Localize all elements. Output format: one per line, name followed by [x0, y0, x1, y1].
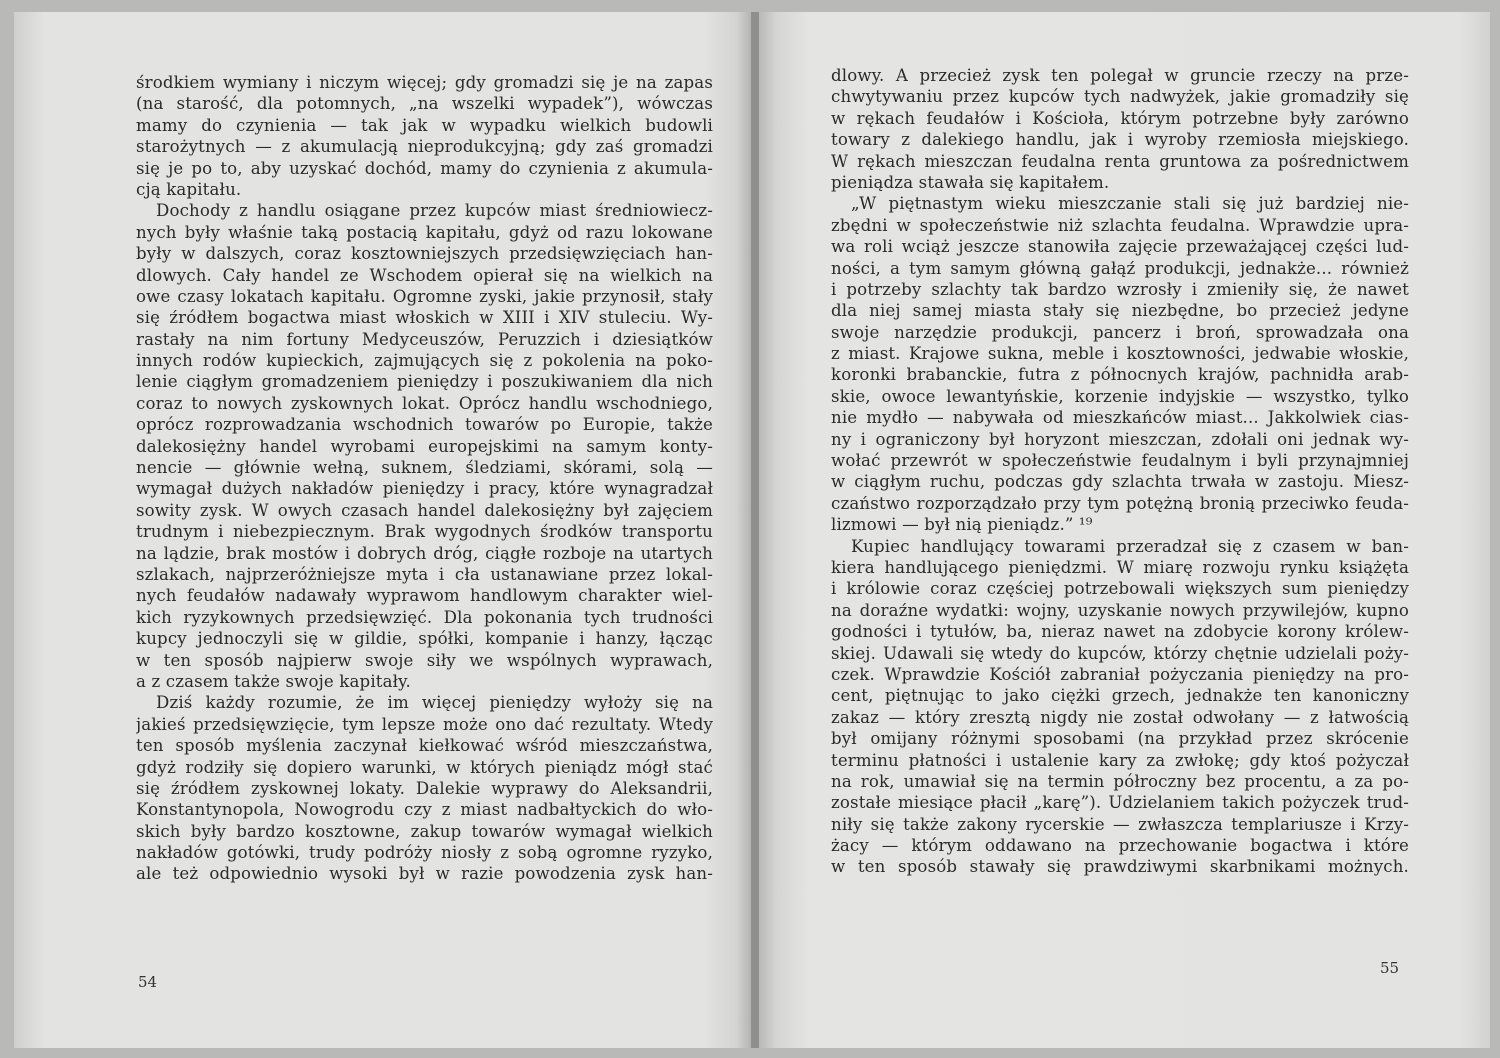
text-line: a z czasem także swoje kapitały.: [136, 671, 411, 691]
text-line: dlowy. A przecież zysk ten polegał w gruncie rzeczy na prze-: [831, 66, 1409, 85]
text-line: dalekosiężny handel wyrobami europejskimi na samym konty-: [136, 436, 713, 456]
text-line: (na starość, dla potomnych, „na wszelki wypadek”), wówczas: [136, 94, 713, 114]
right-page-text: [831, 65, 1409, 878]
text-line: starożytnych — z akumulacją nieprodukcyjną; gdy zaś gromadzi: [136, 137, 713, 157]
text-line: trudnym i niebezpiecznym. Brak wygodnych środków transportu: [136, 522, 713, 542]
text-line: jakieś przedsięwzięcie, tym lepsze może ono dać rezultaty. Wtedy: [136, 714, 713, 734]
text-line: „W piętnastym wieku mieszczanie stali się już bardziej nie-: [851, 194, 1409, 214]
text-line: zakaz — który zresztą nigdy nie został odwołany — z łatwością: [831, 707, 1409, 727]
text-line: nencie — głównie wełną, suknem, śledziami, skórami, solą —: [136, 458, 713, 478]
text-line: ale też odpowiednio wysoki był w razie powodzenia zysk han-: [136, 864, 713, 884]
text-line: się je po to, aby uzyskać dochód, mamy do czynienia z akumula-: [136, 158, 713, 178]
right-page: [759, 12, 1490, 1048]
text-line: godności i tytułów, ba, nieraz nawet na zdobycie korony królew-: [831, 622, 1409, 642]
text-line: cją kapitału.: [136, 179, 242, 199]
text-line: Kupiec handlujący towarami przeradzał się z czasem w ban-: [851, 536, 1409, 556]
text-line: się źródłem bogactwa miast włoskich w XIII i XIV stuleciu. Wy-: [136, 308, 713, 328]
text-line: był omijany różnymi sposobami (na przykład przez skrócenie: [831, 729, 1409, 749]
text-line: ny i ograniczony był horyzont mieszczan, zdołali oni jednak wy-: [831, 429, 1409, 449]
text-line: nych feudałów nadawały wyprawom handlowym charakter wiel-: [136, 586, 713, 606]
text-line: oprócz rozprowadzania wschodnich towarów po Europie, także: [136, 415, 713, 435]
page-number-right: 55: [1380, 959, 1400, 977]
left-page: [14, 12, 751, 1048]
text-line: gdyż rodziły się dopiero warunki, w których pieniądz mógł stać: [136, 757, 713, 777]
text-line: towary z dalekiego handlu, jak i wyroby rzemiosła miejskiego.: [831, 130, 1409, 150]
text-line: zbędni w społeczeństwie niż szlachta feudalna. Wprawdzie upra-: [831, 215, 1409, 235]
text-line: czek. Wprawdzie Kościół zabraniał pożyczania pieniędzy na pro-: [831, 664, 1409, 684]
text-line: na rok, umawiał się na termin półroczny bez procentu, a za po-: [831, 771, 1409, 791]
text-line: swoje narzędzie produkcji, pancerz i broń, sprowadzała ona: [831, 322, 1409, 342]
text-line: ten sposób myślenia zaczynał kiełkować wśród mieszczaństwa,: [136, 736, 713, 756]
left-page-text: [136, 72, 713, 885]
text-line: i królowie coraz częściej potrzebowali większych sum pieniędzy: [831, 579, 1409, 599]
text-line: Konstantynopola, Nowogrodu czy z miast nadbałtyckich do wło-: [136, 800, 713, 820]
text-line: środkiem wymiany i niczym więcej; gdy gromadzi się je na zapas: [136, 73, 713, 92]
text-line: szlakach, najprzeróżniejsze myta i cła ustanawiane przez lokal-: [136, 564, 713, 584]
text-line: wołać przewrót w społeczeństwie feudalnym i byli przynajmniej: [831, 451, 1409, 471]
text-line: chwytywaniu przez kupców tych nadwyżek, jakie gromadziły się: [831, 87, 1409, 107]
text-line: nakładów gotówki, trudy podróży niosły z sobą ogromne ryzyko,: [136, 843, 713, 863]
text-line: z miast. Krajowe sukna, meble i kosztowności, jedwabie włoskie,: [831, 344, 1409, 364]
text-line: były w dalszych, coraz kosztowniejszych przedsięwzięciach han-: [136, 244, 713, 264]
text-line: lenie ciągłym gromadzeniem pieniędzy i poszukiwaniem dla nich: [136, 372, 713, 392]
text-line: na lądzie, brak mostów i dobrych dróg, ciągłe rozboje na utartych: [136, 543, 713, 563]
text-line: pieniądza stawała się kapitałem.: [831, 172, 1110, 192]
text-line: kich ryzykownych przedsięwzięć. Dla pokonania tych trudności: [136, 607, 713, 627]
text-line: niły się także zakony rycerskie — zwłaszcza templariusze i Krzy-: [831, 814, 1409, 834]
text-line: ności, a tym samym główną gałąź produkcji, jednakże... również: [831, 258, 1409, 278]
text-line: W rękach mieszczan feudalna renta gruntowa za pośrednictwem: [831, 151, 1409, 171]
text-line: dla niej samej miasta stały się niezbędne, bo przecież jedyne: [831, 301, 1409, 321]
text-line: rastały na nim fortuny Medyceuszów, Peruzzich i dziesiątków: [136, 329, 713, 349]
text-line: innych rodów kupieckich, zajmujących się z pokolenia na poko-: [136, 351, 713, 371]
text-line: się źródłem zyskownej lokaty. Dalekie wyprawy do Aleksandrii,: [136, 778, 713, 798]
text-line: terminu płatności i ustalenie kary za zwłokę; gdy ktoś pożyczał: [831, 750, 1409, 770]
text-line: i potrzeby szlachty tak bardzo wzrosły i zmieniły się, że nawet: [831, 279, 1409, 299]
text-line: Dziś każdy rozumie, że im więcej pieniędzy wyłoży się na: [156, 693, 713, 713]
text-line: w rękach feudałów i Kościoła, którym potrzebne były zarówno: [831, 108, 1409, 128]
text-line: owe czasy lokatach kapitału. Ogromne zyski, jakie przynosił, stały: [136, 286, 713, 306]
text-line: w ciągłym ruchu, podczas gdy szlachta trwała w zastoju. Miesz-: [831, 472, 1409, 492]
text-line: coraz to nowych zyskownych lokat. Oprócz handlu wschodniego,: [136, 393, 713, 413]
page-number-left: 54: [138, 973, 158, 991]
text-line: skie, owoce lewantyńskie, korzenie indyjskie — wszystko, tylko: [831, 386, 1409, 406]
text-line: sowity zysk. W owych czasach handel dalekosiężny był zajęciem: [136, 500, 713, 520]
text-line: wymagał dużych nakładów pieniędzy i pracy, które wynagradzał: [136, 479, 713, 499]
book-gutter: [751, 12, 759, 1048]
text-line: lizmowi — był nią pieniądz.” ¹⁹: [831, 515, 1093, 535]
text-line: kupcy jednoczyli się w gildie, spółki, kompanie i hanzy, łącząc: [136, 629, 713, 649]
text-line: mamy do czynienia — tak jak w wypadku wielkich budowli: [136, 115, 713, 135]
text-line: skiej. Udawali się wtedy do kupców, którzy chętnie udzielali poży-: [831, 643, 1409, 663]
book-spread: [14, 12, 1490, 1048]
text-line: w ten sposób stawały się prawdziwymi skarbnikami możnych.: [831, 857, 1409, 877]
text-line: koronki brabanckie, futra z północnych krajów, pachnidła arab-: [831, 365, 1409, 385]
text-line: kiera handlującego pieniędzmi. W miarę rozwoju rynku książęta: [831, 557, 1409, 577]
text-line: na doraźne wydatki: wojny, uzyskanie nowych przywilejów, kupno: [831, 600, 1409, 620]
text-line: skich były bardzo kosztowne, zakup towarów wymagał wielkich: [136, 821, 713, 841]
text-line: czaństwo rozporządzało przy tym potężną bronią przeciwko feuda-: [831, 493, 1409, 513]
text-line: w ten sposób najpierw swoje siły we wspólnych wyprawach,: [136, 650, 713, 670]
text-line: Dochody z handlu osiągane przez kupców miast średniowiecz-: [156, 201, 713, 221]
text-line: żacy — którym oddawano na przechowanie bogactwa i które: [831, 836, 1409, 856]
text-line: wa roli wciąż jeszcze stanowiła zajęcie przeważającej części lud-: [831, 237, 1409, 257]
text-line: cent, piętnując to jako ciężki grzech, jednakże ten kanoniczny: [831, 686, 1409, 706]
text-line: nych były właśnie taką postacią kapitału, gdyż od razu lokowane: [136, 222, 713, 242]
text-line: zostałe miesiące płacił „karę”). Udzielaniem takich pożyczek trud-: [831, 793, 1409, 813]
text-line: nie mydło — nabywała od mieszkańców miast... Jakkolwiek cias-: [831, 408, 1409, 428]
text-line: dlowych. Cały handel ze Wschodem opierał się na wielkich na: [136, 265, 713, 285]
